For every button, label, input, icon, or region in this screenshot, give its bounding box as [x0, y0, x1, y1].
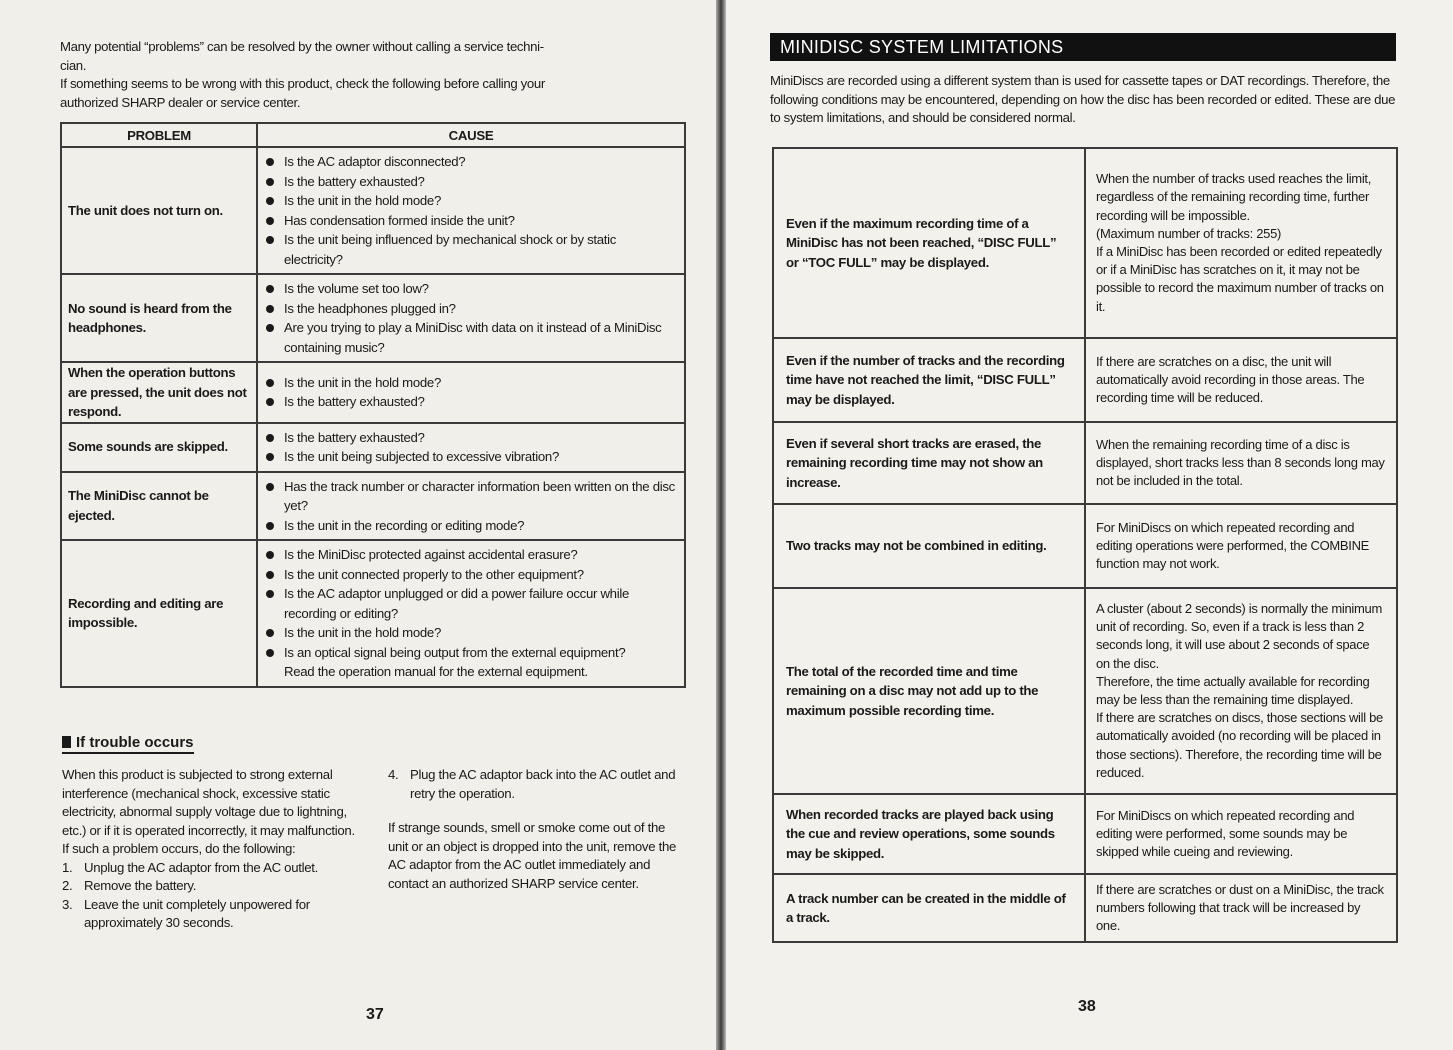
cause-item — [266, 428, 678, 448]
cause-item — [266, 373, 678, 393]
note-cell — [1085, 338, 1397, 422]
table-row — [773, 148, 1397, 338]
cause-text: Is the volume set too low? — [284, 281, 429, 296]
section-title: MINIDISC SYSTEM LIMITATIONS — [770, 33, 1396, 61]
bullet-icon — [266, 453, 274, 461]
cause-item — [266, 191, 678, 211]
cause-text: Is the unit connected properly to the other equipment? — [284, 566, 584, 582]
trouble-text-2: If such a problem occurs, do the following: — [62, 841, 296, 856]
bullet-icon — [266, 551, 274, 559]
cause-text: Is the unit being subjected to excessive vibration? — [284, 449, 559, 464]
trouble-column-right — [388, 766, 688, 893]
cause-text: Is the headphones plugged in? — [284, 300, 456, 316]
limitations-table — [772, 147, 1398, 943]
note-cell — [1085, 874, 1397, 942]
strange-text: If strange sounds, smell or smoke come out of the unit or an object is dropped into the unit, remove the AC adaptor from the AC outlet immediately and contact an authorized SHARP service center. — [388, 820, 677, 891]
step-number: 2. — [62, 878, 73, 893]
note-cell — [1085, 148, 1397, 338]
table-row — [61, 362, 685, 423]
bullet-icon — [266, 158, 274, 166]
cause-text: Is the AC adaptor unplugged or did a power failure occur while recording or editing? — [284, 586, 630, 621]
limitation-rows — [773, 148, 1397, 942]
note-text: If there are scratches on a disc, the unit will automatically avoid recording in those areas. The recording time will be reduced. — [1096, 353, 1365, 406]
page-number-left: 37 — [366, 1006, 384, 1023]
troubleshooting-intro — [60, 38, 686, 112]
note-text: If there are scratches on discs, those sections will be automatically avoided (no recording will be placed in those sections). Therefore, the recording time will be reduced. — [1096, 710, 1383, 780]
table-row — [61, 472, 685, 541]
condition-cell: A track number can be created in the middle of a track. — [773, 874, 1085, 942]
step-item — [62, 896, 362, 933]
cause-text: Is the unit in the hold mode? — [284, 374, 441, 390]
intro-line: If something seems to be wrong with this product, check the following before calling your — [60, 76, 545, 91]
cause-item — [266, 318, 678, 357]
condition-cell: Two tracks may not be combined in editing. — [773, 504, 1085, 588]
problem-cell: When the operation buttons are pressed, the unit does not respond. — [61, 362, 257, 423]
note-text: For MiniDiscs on which repeated recording and editing operations were performed, the COMBINE function may not work. — [1096, 519, 1370, 572]
cause-cell — [257, 540, 685, 687]
cause-cell — [257, 362, 685, 423]
step-number: 3. — [62, 896, 73, 912]
step-number: 1. — [62, 859, 73, 875]
cause-item — [266, 643, 678, 663]
book-gutter — [716, 0, 726, 1050]
bullet-icon — [266, 571, 274, 579]
cause-item — [266, 545, 678, 565]
trouble-text: When this product is subjected to strong external interference (mechanical shock, excessive static electricity, abnormal supply voltage due to lightning, etc.) or if it is operated incorrectly, it may malfunction. — [62, 767, 355, 838]
step-text: Plug the AC adaptor back into the AC outlet and retry the operation. — [410, 767, 676, 801]
condition-cell: When recorded tracks are played back using the cue and review operations, some sounds may be skipped. — [773, 794, 1085, 874]
note-text: Therefore, the time actually available for recording may be less than the remaining time displayed. — [1096, 673, 1370, 707]
cause-cell — [257, 274, 685, 362]
table-row — [773, 338, 1397, 422]
note-cell — [1085, 794, 1397, 874]
limitations-intro — [770, 72, 1396, 128]
cause-item — [266, 516, 678, 536]
square-bullet-icon — [62, 736, 71, 748]
bullet-icon — [266, 522, 274, 530]
bullet-icon — [266, 483, 274, 491]
note-text: When the number of tracks used reaches the limit, regardless of the remaining recording time, further recording will be impossible. — [1096, 171, 1372, 223]
cause-cell — [257, 472, 685, 541]
cause-item — [266, 584, 678, 623]
condition-cell: Even if the number of tracks and the recording time have not reached the limit, “DISC FULL” may be displayed. — [773, 338, 1085, 422]
step-number: 4. — [388, 767, 399, 782]
table-row — [773, 794, 1397, 874]
page-number-right: 38 — [1078, 998, 1096, 1015]
bullet-icon — [266, 629, 274, 637]
cause-item — [266, 230, 678, 269]
cause-cell — [257, 147, 685, 274]
problem-cell: Recording and editing are impossible. — [61, 540, 257, 687]
cause-item — [266, 172, 678, 192]
table-row — [61, 423, 685, 472]
note-text: For MiniDiscs on which repeated recording and editing were performed, some sounds may be skipped while cueing and reviewing. — [1096, 807, 1355, 860]
problem-cell: No sound is heard from the headphones. — [61, 274, 257, 362]
cause-note: Read the operation manual for the external equipment. — [284, 664, 588, 679]
condition-cell: Even if the maximum recording time of a MiniDisc has not been reached, “DISC FULL” or “TOC FULL” may be displayed. — [773, 148, 1085, 338]
cause-text: Is the battery exhausted? — [284, 173, 425, 189]
bullet-icon — [266, 590, 274, 598]
note-text: If a MiniDisc has been recorded or edited repeatedly or if a MiniDisc has scratches on it, it may not be possible to record the maximum number of tracks on it. — [1096, 244, 1384, 314]
intro-line: cian. — [60, 57, 87, 73]
note-text: If there are scratches or dust on a MiniDisc, the track numbers following that track will be increased by one. — [1096, 881, 1384, 934]
cause-item — [266, 565, 678, 585]
bullet-icon — [266, 434, 274, 442]
table-row — [61, 147, 685, 274]
cause-item — [266, 211, 678, 231]
bullet-icon — [266, 398, 274, 406]
bullet-icon — [266, 217, 274, 225]
cause-header: CAUSE — [257, 123, 685, 147]
cause-text: Is the unit in the hold mode? — [284, 625, 441, 640]
note-cell — [1085, 422, 1397, 504]
cause-item — [266, 623, 678, 643]
trouble-heading — [62, 734, 194, 754]
step-text: Remove the battery. — [84, 878, 197, 893]
table-row — [61, 540, 685, 687]
step-item — [388, 766, 688, 803]
table-row — [773, 874, 1397, 942]
note-text: A cluster (about 2 seconds) is normally the minimum unit of recording. So, even if a track is less than 2 seconds long, it will use about 2 seconds of space on the disc. — [1096, 600, 1382, 671]
table-row — [61, 274, 685, 362]
cause-item — [266, 447, 678, 467]
problem-header: PROBLEM — [61, 123, 257, 147]
cause-text: Is the AC adaptor disconnected? — [284, 154, 466, 169]
cause-text: Are you trying to play a MiniDisc with data on it instead of a MiniDisc containing music? — [284, 320, 662, 355]
trouble-heading-text: If trouble occurs — [76, 734, 194, 751]
trouble-rows — [61, 147, 685, 687]
cause-text: Is the battery exhausted? — [284, 394, 425, 410]
bullet-icon — [266, 197, 274, 205]
bullet-icon — [266, 285, 274, 293]
step-item — [62, 877, 362, 896]
bullet-icon — [266, 379, 274, 387]
note-cell — [1085, 504, 1397, 588]
condition-cell: The total of the recorded time and time remaining on a disc may not add up to the maximum possible recording time. — [773, 588, 1085, 794]
cause-cell — [257, 423, 685, 472]
intro-line: Many potential “problems” can be resolved by the owner without calling a service techni- — [60, 39, 544, 54]
note-text: When the remaining recording time of a disc is displayed, short tracks less than 8 seconds long may not be included in the total. — [1096, 436, 1385, 489]
cause-item — [266, 152, 678, 172]
table-row — [773, 422, 1397, 504]
cause-item — [266, 477, 678, 516]
cause-text: Is the unit in the recording or editing mode? — [284, 517, 525, 533]
table-row — [773, 588, 1397, 794]
cause-item — [266, 392, 678, 412]
step-item — [62, 859, 362, 878]
cause-text: Is an optical signal being output from the external equipment? — [284, 644, 626, 660]
bullet-icon — [266, 649, 274, 657]
limitations-intro-text: MiniDiscs are recorded using a different system than is used for cassette tapes or DAT recordings. Therefore, the following conditions may be encountered, depending on how the disc has been recorded or edited. These are due to system limitations, and should be considered normal. — [770, 73, 1396, 125]
cause-text: Has condensation formed inside the unit? — [284, 212, 515, 228]
problem-cell: The unit does not turn on. — [61, 147, 257, 274]
cause-text: Is the unit being influenced by mechanical shock or by static electricity? — [284, 232, 617, 267]
table-row — [773, 504, 1397, 588]
cause-text: Has the track number or character information been written on the disc yet? — [284, 478, 675, 513]
step-text: Leave the unit completely unpowered for approximately 30 seconds. — [84, 896, 310, 930]
cause-item — [266, 279, 678, 299]
bullet-icon — [266, 305, 274, 313]
trouble-column-left — [62, 766, 362, 933]
table-header-row — [61, 123, 685, 147]
cause-item — [266, 299, 678, 319]
step-text: Unplug the AC adaptor from the AC outlet. — [84, 859, 319, 875]
condition-cell: Even if several short tracks are erased, the remaining recording time may not show an increase. — [773, 422, 1085, 504]
cause-text: Is the battery exhausted? — [284, 429, 425, 445]
intro-line: authorized SHARP dealer or service center. — [60, 94, 301, 110]
bullet-icon — [266, 236, 274, 244]
troubleshooting-table — [60, 122, 686, 688]
note-cell — [1085, 588, 1397, 794]
problem-cell: The MiniDisc cannot be ejected. — [61, 472, 257, 541]
cause-text: Is the MiniDisc protected against accidental erasure? — [284, 547, 578, 562]
cause-text: Is the unit in the hold mode? — [284, 193, 441, 208]
bullet-icon — [266, 178, 274, 186]
bullet-icon — [266, 324, 274, 332]
problem-cell: Some sounds are skipped. — [61, 423, 257, 472]
note-text: (Maximum number of tracks: 255) — [1096, 225, 1282, 241]
